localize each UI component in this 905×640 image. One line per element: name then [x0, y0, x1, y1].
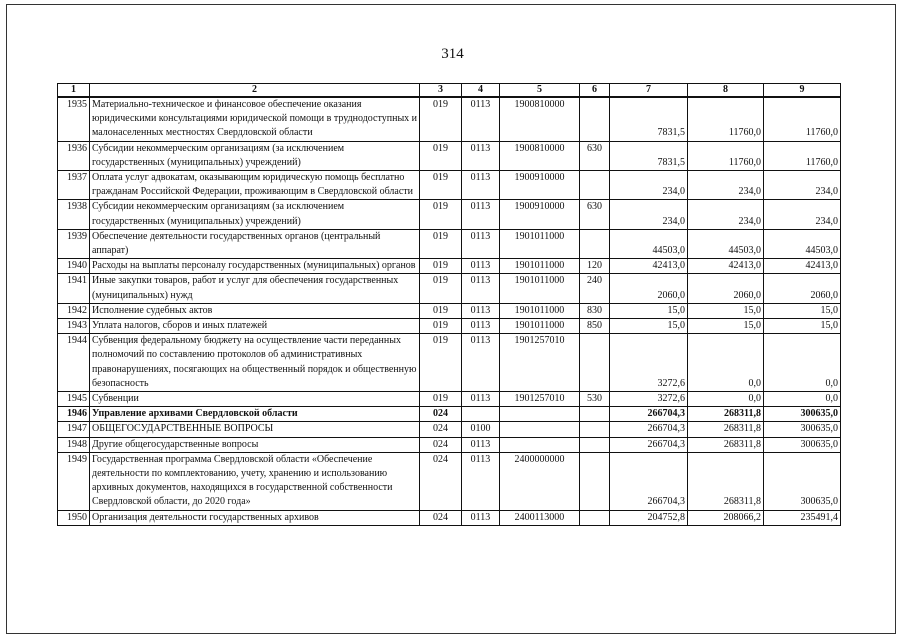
amount-col9-cell: 11760,0	[764, 97, 841, 141]
gov-code-cell: 024	[420, 422, 462, 437]
expense-type-cell	[580, 407, 610, 422]
amount-col8-cell: 234,0	[688, 171, 764, 200]
budget-table	[57, 83, 841, 526]
target-code-cell: 1900910000	[500, 200, 580, 229]
row-number: 1940	[58, 259, 90, 274]
description-cell: Субсидии некоммерческим организациям (за исключением государственных (муниципальных) учреждений)	[90, 200, 420, 229]
section-code-cell: 0113	[462, 452, 500, 510]
amount-col9-cell: 0,0	[764, 334, 841, 392]
description-cell: ОБЩЕГОСУДАРСТВЕННЫЕ ВОПРОСЫ	[90, 422, 420, 437]
target-code-cell	[500, 422, 580, 437]
description-cell: Обеспечение деятельности государственных органов (центральный аппарат)	[90, 229, 420, 258]
section-code-cell: 0113	[462, 200, 500, 229]
section-code-cell: 0113	[462, 392, 500, 407]
amount-col7-cell: 204752,8	[610, 510, 688, 525]
table-body	[58, 97, 841, 525]
amount-col8-cell: 2060,0	[688, 274, 764, 303]
row-number: 1936	[58, 141, 90, 170]
table-row	[58, 259, 841, 274]
table-row	[58, 437, 841, 452]
section-code-cell: 0100	[462, 422, 500, 437]
row-number: 1946	[58, 407, 90, 422]
gov-code-cell: 019	[420, 141, 462, 170]
amount-col9-cell: 300635,0	[764, 422, 841, 437]
description-cell: Субвенции	[90, 392, 420, 407]
amount-col7-cell: 2060,0	[610, 274, 688, 303]
table-row	[58, 200, 841, 229]
amount-col7-cell: 7831,5	[610, 97, 688, 141]
amount-col9-cell: 15,0	[764, 319, 841, 334]
gov-code-cell: 019	[420, 229, 462, 258]
section-code-cell: 0113	[462, 334, 500, 392]
description-cell: Иные закупки товаров, работ и услуг для обеспечения государственных (муниципальных) нужд	[90, 274, 420, 303]
gov-code-cell: 019	[420, 274, 462, 303]
table-row	[58, 141, 841, 170]
gov-code-cell: 024	[420, 452, 462, 510]
expense-type-cell	[580, 334, 610, 392]
amount-col7-cell: 234,0	[610, 200, 688, 229]
gov-code-cell: 019	[420, 171, 462, 200]
gov-code-cell: 024	[420, 407, 462, 422]
gov-code-cell: 019	[420, 319, 462, 334]
section-code-cell: 0113	[462, 171, 500, 200]
header-cell: 6	[580, 84, 610, 98]
table-row	[58, 303, 841, 318]
header-cell: 4	[462, 84, 500, 98]
expense-type-cell	[580, 437, 610, 452]
amount-col8-cell: 42413,0	[688, 259, 764, 274]
table-row	[58, 171, 841, 200]
expense-type-cell	[580, 97, 610, 141]
header-cell: 3	[420, 84, 462, 98]
amount-col7-cell: 15,0	[610, 319, 688, 334]
amount-col8-cell: 11760,0	[688, 97, 764, 141]
row-number: 1938	[58, 200, 90, 229]
target-code-cell: 1901011000	[500, 274, 580, 303]
section-code-cell: 0113	[462, 437, 500, 452]
amount-col8-cell: 268311,8	[688, 407, 764, 422]
description-cell: Государственная программа Свердловской области «Обеспечение деятельности по комплектованию, учету, хранению и использованию архивных документов, находящихся в государственной собственности Свердловской области, до 2020 года»	[90, 452, 420, 510]
target-code-cell: 1901257010	[500, 334, 580, 392]
amount-col7-cell: 44503,0	[610, 229, 688, 258]
row-number: 1950	[58, 510, 90, 525]
amount-col7-cell: 7831,5	[610, 141, 688, 170]
amount-col7-cell: 3272,6	[610, 392, 688, 407]
amount-col9-cell: 300635,0	[764, 452, 841, 510]
description-cell: Материально-техническое и финансовое обеспечение оказания юридическими консультациями юридической помощи в труднодоступных и малонаселенных местностях Свердловской области	[90, 97, 420, 141]
description-cell: Другие общегосударственные вопросы	[90, 437, 420, 452]
amount-col8-cell: 11760,0	[688, 141, 764, 170]
expense-type-cell	[580, 510, 610, 525]
header-cell: 5	[500, 84, 580, 98]
target-code-cell: 1900910000	[500, 171, 580, 200]
header-row	[58, 84, 841, 98]
row-number: 1939	[58, 229, 90, 258]
row-number: 1935	[58, 97, 90, 141]
gov-code-cell: 024	[420, 510, 462, 525]
target-code-cell: 1901257010	[500, 392, 580, 407]
target-code-cell: 1901011000	[500, 303, 580, 318]
expense-type-cell: 630	[580, 200, 610, 229]
description-cell: Управление архивами Свердловской области	[90, 407, 420, 422]
amount-col9-cell: 11760,0	[764, 141, 841, 170]
target-code-cell: 1900810000	[500, 97, 580, 141]
row-number: 1943	[58, 319, 90, 334]
amount-col9-cell: 0,0	[764, 392, 841, 407]
expense-type-cell: 830	[580, 303, 610, 318]
amount-col8-cell: 268311,8	[688, 452, 764, 510]
gov-code-cell: 019	[420, 97, 462, 141]
table-row	[58, 407, 841, 422]
table-row	[58, 392, 841, 407]
amount-col9-cell: 234,0	[764, 171, 841, 200]
gov-code-cell: 019	[420, 259, 462, 274]
section-code-cell: 0113	[462, 141, 500, 170]
expense-type-cell	[580, 229, 610, 258]
row-number: 1948	[58, 437, 90, 452]
row-number: 1941	[58, 274, 90, 303]
row-number: 1944	[58, 334, 90, 392]
amount-col7-cell: 266704,3	[610, 437, 688, 452]
section-code-cell: 0113	[462, 229, 500, 258]
page-number: 314	[441, 46, 464, 62]
expense-type-cell	[580, 422, 610, 437]
target-code-cell: 1901011000	[500, 319, 580, 334]
amount-col9-cell: 235491,4	[764, 510, 841, 525]
expense-type-cell: 530	[580, 392, 610, 407]
amount-col7-cell: 3272,6	[610, 334, 688, 392]
table-row	[58, 334, 841, 392]
description-cell: Организация деятельности государственных архивов	[90, 510, 420, 525]
expense-type-cell	[580, 452, 610, 510]
target-code-cell: 2400000000	[500, 452, 580, 510]
table-row	[58, 229, 841, 258]
amount-col9-cell: 234,0	[764, 200, 841, 229]
expense-type-cell: 850	[580, 319, 610, 334]
description-cell: Оплата услуг адвокатам, оказывающим юридическую помощь бесплатно гражданам Российской Федерации, проживающим в Свердловской области	[90, 171, 420, 200]
header-cell: 8	[688, 84, 764, 98]
section-code-cell: 0113	[462, 274, 500, 303]
amount-col7-cell: 266704,3	[610, 422, 688, 437]
table-row	[58, 319, 841, 334]
section-code-cell: 0113	[462, 259, 500, 274]
table-row	[58, 274, 841, 303]
row-number: 1937	[58, 171, 90, 200]
amount-col8-cell: 15,0	[688, 303, 764, 318]
section-code-cell: 0113	[462, 319, 500, 334]
amount-col7-cell: 266704,3	[610, 407, 688, 422]
table-row	[58, 422, 841, 437]
amount-col7-cell: 234,0	[610, 171, 688, 200]
header-cell: 7	[610, 84, 688, 98]
amount-col8-cell: 234,0	[688, 200, 764, 229]
header-cell: 1	[58, 84, 90, 98]
amount-col9-cell: 44503,0	[764, 229, 841, 258]
section-code-cell: 0113	[462, 97, 500, 141]
amount-col8-cell: 15,0	[688, 319, 764, 334]
amount-col8-cell: 268311,8	[688, 422, 764, 437]
amount-col8-cell: 44503,0	[688, 229, 764, 258]
description-cell: Субсидии некоммерческим организациям (за исключением государственных (муниципальных) учреждений)	[90, 141, 420, 170]
table-row	[58, 97, 841, 141]
target-code-cell: 1900810000	[500, 141, 580, 170]
header-cell: 2	[90, 84, 420, 98]
description-cell: Уплата налогов, сборов и иных платежей	[90, 319, 420, 334]
gov-code-cell: 019	[420, 303, 462, 318]
description-cell: Субвенция федеральному бюджету на осуществление части переданных полномочий по составлению протоколов об административных правонарушениях, посягающих на общественный порядок и общественную безопасность	[90, 334, 420, 392]
target-code-cell	[500, 437, 580, 452]
amount-col9-cell: 300635,0	[764, 407, 841, 422]
target-code-cell: 2400113000	[500, 510, 580, 525]
description-cell: Исполнение судебных актов	[90, 303, 420, 318]
table-header	[58, 84, 841, 98]
section-code-cell: 0113	[462, 510, 500, 525]
gov-code-cell: 019	[420, 392, 462, 407]
row-number: 1942	[58, 303, 90, 318]
amount-col9-cell: 300635,0	[764, 437, 841, 452]
row-number: 1949	[58, 452, 90, 510]
header-cell: 9	[764, 84, 841, 98]
amount-col8-cell: 0,0	[688, 392, 764, 407]
section-code-cell: 0113	[462, 303, 500, 318]
row-number: 1945	[58, 392, 90, 407]
expense-type-cell	[580, 171, 610, 200]
gov-code-cell: 024	[420, 437, 462, 452]
expense-type-cell: 240	[580, 274, 610, 303]
amount-col7-cell: 15,0	[610, 303, 688, 318]
target-code-cell: 1901011000	[500, 259, 580, 274]
amount-col9-cell: 15,0	[764, 303, 841, 318]
table-row	[58, 452, 841, 510]
gov-code-cell: 019	[420, 200, 462, 229]
expense-type-cell: 120	[580, 259, 610, 274]
amount-col8-cell: 208066,2	[688, 510, 764, 525]
amount-col7-cell: 42413,0	[610, 259, 688, 274]
amount-col7-cell: 266704,3	[610, 452, 688, 510]
section-code-cell	[462, 407, 500, 422]
target-code-cell	[500, 407, 580, 422]
expense-type-cell: 630	[580, 141, 610, 170]
amount-col9-cell: 42413,0	[764, 259, 841, 274]
row-number: 1947	[58, 422, 90, 437]
gov-code-cell: 019	[420, 334, 462, 392]
description-cell: Расходы на выплаты персоналу государственных (муниципальных) органов	[90, 259, 420, 274]
amount-col8-cell: 0,0	[688, 334, 764, 392]
amount-col9-cell: 2060,0	[764, 274, 841, 303]
amount-col8-cell: 268311,8	[688, 437, 764, 452]
table-row	[58, 510, 841, 525]
target-code-cell: 1901011000	[500, 229, 580, 258]
